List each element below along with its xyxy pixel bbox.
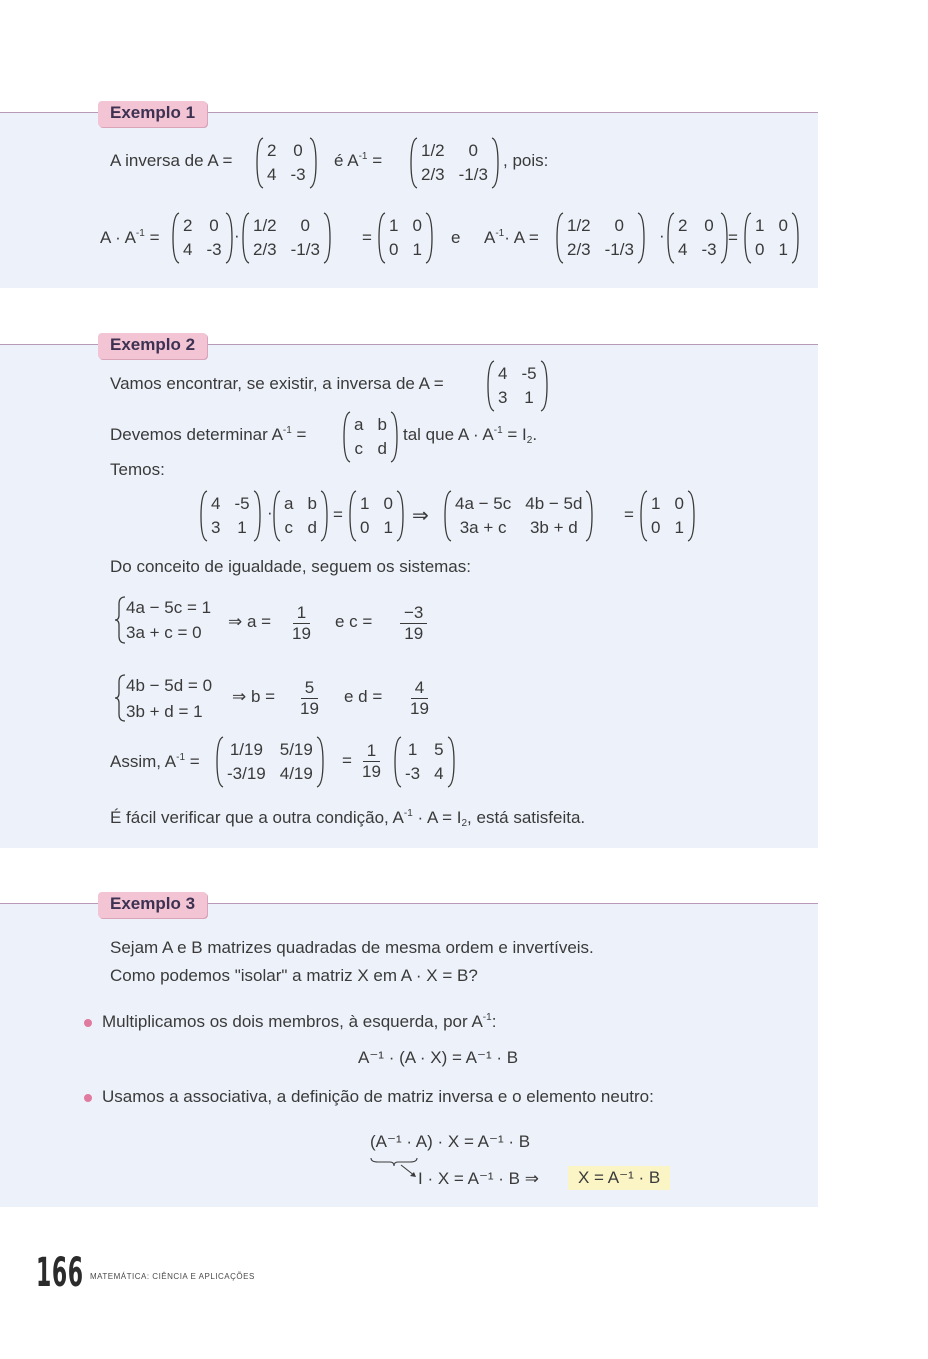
book-title: MATEMÁTICA: CIÊNCIA E APLICAÇÕES	[90, 1272, 255, 1281]
ex2-matrix-A	[487, 360, 548, 412]
matrix-entry: 1	[237, 518, 247, 537]
matrix-left-paren	[744, 212, 752, 264]
matrix-left-paren	[444, 490, 452, 542]
matrix-entry: 0	[412, 216, 422, 235]
matrix-entry: 1	[778, 240, 788, 259]
ex1-matrix-A	[256, 137, 317, 189]
ex2-sys2-d-frac: $\frac{4}{19}$	[410, 678, 429, 718]
page-number: 166	[36, 1250, 84, 1296]
ex1-product-Ainv	[242, 212, 331, 264]
matrix-entry: 3	[211, 518, 221, 537]
ex2-assim-eq: =	[342, 751, 352, 770]
matrix-entry: d	[307, 518, 317, 537]
matrix-entry: 3b + d	[529, 518, 578, 537]
matrix-entry: 0	[614, 216, 625, 235]
matrix-entry: 2	[267, 141, 277, 160]
ex1-eq-1: =	[362, 228, 372, 247]
ex2-eq-dot: ·	[267, 503, 273, 522]
matrix-right-paren	[390, 411, 398, 463]
matrix-right-paren	[396, 490, 404, 542]
ex1-product2-Ainv	[556, 212, 645, 264]
matrix-entry: 1	[755, 216, 765, 235]
matrix-entry: 0	[360, 518, 370, 537]
matrix-left-paren	[256, 137, 264, 189]
ex1-product2-A	[667, 212, 728, 264]
matrix-entry: 2	[678, 216, 688, 235]
matrix-right-paren	[447, 736, 455, 788]
matrix-left-paren	[556, 212, 564, 264]
ex2-sys2-b: ⇒ b =	[232, 687, 276, 706]
matrix-entry: 4	[434, 764, 444, 783]
matrix-entry: 3	[498, 388, 508, 407]
matrix-entry: b	[377, 415, 387, 434]
ex2-sys1-row2: 3a + c = 0	[126, 623, 202, 642]
ex2-igualdade: Do conceito de igualdade, seguem os sistemas:	[110, 557, 471, 576]
ex3-bullet-1-text: Multiplicamos os dois membros, à esquerda, por $A^{-1}$:	[102, 1012, 497, 1031]
ex2-sys1-a: ⇒ a =	[228, 612, 272, 631]
matrix-entry: 1/2	[421, 141, 445, 160]
ex1-product-A	[172, 212, 233, 264]
matrix-entry: 1/2	[253, 216, 277, 235]
ex2-matrix-X	[343, 411, 398, 463]
matrix-right-paren	[225, 212, 233, 264]
matrix-cells	[281, 490, 320, 542]
matrix-entry: 1	[360, 494, 370, 513]
ex1-eq-2: =	[728, 228, 738, 247]
matrix-right-paren	[540, 360, 548, 412]
matrix-entry: -3	[290, 165, 306, 184]
matrix-entry: 5	[434, 740, 444, 759]
matrix-entry: 0	[674, 494, 684, 513]
matrix-entry: 1	[412, 240, 422, 259]
example-3-tag: Exemplo 3	[98, 892, 207, 918]
matrix-entry: 0	[755, 240, 765, 259]
matrix-right-paren	[320, 490, 328, 542]
ex3-bullet-2-text: Usamos a associativa, a definição de matriz inversa e o elemento neutro:	[102, 1087, 654, 1106]
ex2-assim-Aint	[394, 736, 455, 788]
matrix-entry: a	[284, 494, 294, 513]
ex3-result-highlight: X = A⁻¹ · B	[568, 1166, 670, 1190]
matrix-left-paren	[200, 490, 208, 542]
ex3-line2: Como podemos "isolar" a matriz X em A · X = B?	[110, 966, 478, 985]
matrix-left-paren	[242, 212, 250, 264]
ex3-bullet-2-icon	[84, 1094, 92, 1102]
example-2-tag: Exemplo 2	[98, 333, 207, 359]
matrix-entry: -5	[521, 364, 537, 383]
ex2-assim-factor: $\frac{1}{19}$	[362, 741, 381, 781]
matrix-right-paren	[309, 137, 317, 189]
matrix-entry: 1	[389, 216, 399, 235]
matrix-entry: -3/19	[227, 764, 266, 783]
ex2-assim: Assim, $A^{-1}$ =	[110, 752, 200, 771]
matrix-entry: -3	[701, 240, 717, 259]
matrix-entry: 1/19	[229, 740, 263, 759]
matrix-entry: 4	[678, 240, 688, 259]
ex2-sys2-row2: 3b + d = 1	[126, 702, 203, 721]
ex1-product-left-label: $A \cdot A^{-1}$ =	[100, 228, 160, 247]
ex2-line1-text: Vamos encontrar, se existir, a inversa de A =	[110, 374, 444, 393]
ex2-sys2-brace	[114, 674, 126, 727]
ex3-bullet-1-eq: A⁻¹ · (A · X) = A⁻¹ · B	[358, 1048, 519, 1067]
matrix-cells	[386, 212, 425, 264]
ex2-sys2-row1: 4b − 5d = 0	[126, 676, 213, 695]
ex3-step-1: (A⁻¹ · A) · X = A⁻¹ · B	[370, 1132, 531, 1151]
matrix-entry: a	[354, 415, 364, 434]
ex2-line2-text: Devemos determinar $A^{-1}$ =	[110, 425, 307, 444]
matrix-entry: -1/3	[458, 165, 488, 184]
matrix-entry: 0	[383, 494, 393, 513]
matrix-entry: 4a − 5c	[455, 494, 512, 513]
matrix-right-paren	[323, 212, 331, 264]
matrix-entry: 4/19	[279, 764, 313, 783]
matrix-entry: -5	[234, 494, 250, 513]
matrix-cells	[752, 212, 791, 264]
matrix-left-paren	[172, 212, 180, 264]
matrix-entry: 2/3	[421, 165, 445, 184]
ex2-sys1-a-frac: $\frac{1}{19}$	[292, 603, 311, 643]
ex2-eq-identity-2	[640, 490, 695, 542]
matrix-cells	[224, 736, 316, 788]
matrix-entry: 2/3	[253, 240, 277, 259]
ex1-identity-1	[378, 212, 433, 264]
matrix-entry: 1	[651, 494, 661, 513]
matrix-cells	[402, 736, 447, 788]
ex3-step-2: I · X = A⁻¹ · B ⇒	[418, 1169, 539, 1188]
matrix-entry: -3	[405, 764, 421, 783]
matrix-left-paren	[394, 736, 402, 788]
ex2-eq-matrix-X	[273, 490, 328, 542]
matrix-entry: 3a + c	[459, 518, 507, 537]
matrix-left-paren	[640, 490, 648, 542]
ex2-sys1-row1: 4a − 5c = 1	[126, 598, 212, 617]
matrix-entry: 4b − 5d	[525, 494, 583, 513]
matrix-entry: 1	[383, 518, 393, 537]
ex1-dot-2: ·	[659, 226, 665, 245]
ex2-final: É fácil verificar que a outra condição, $A^{-1} \cdot A = I_2$, está satisfeita.	[110, 808, 586, 829]
ex2-implies: ⇒	[412, 505, 429, 527]
matrix-right-paren	[791, 212, 799, 264]
matrix-right-paren	[425, 212, 433, 264]
matrix-cells	[357, 490, 396, 542]
matrix-cells	[250, 212, 323, 264]
matrix-entry: d	[377, 439, 387, 458]
matrix-right-paren	[687, 490, 695, 542]
ex2-eq-sign-2: =	[624, 505, 634, 524]
matrix-right-paren	[720, 212, 728, 264]
ex1-line1-end: , pois:	[503, 151, 549, 170]
ex2-sys1-brace	[114, 596, 126, 649]
ex3-bullet-1-icon	[84, 1019, 92, 1027]
matrix-cells	[564, 212, 637, 264]
matrix-right-paren	[637, 212, 645, 264]
ex2-temos: Temos:	[110, 460, 165, 479]
ex1-dot-1: ·	[234, 226, 240, 245]
matrix-left-paren	[410, 137, 418, 189]
matrix-entry: b	[307, 494, 317, 513]
ex1-identity-2	[744, 212, 799, 264]
matrix-cells	[264, 137, 309, 189]
matrix-entry: 0	[651, 518, 661, 537]
matrix-left-paren	[273, 490, 281, 542]
matrix-entry: 1/2	[567, 216, 591, 235]
matrix-entry: 0	[704, 216, 714, 235]
matrix-cells	[351, 411, 390, 463]
matrix-entry: -1/3	[290, 240, 320, 259]
matrix-entry: 0	[468, 141, 479, 160]
ex2-assim-Ainv	[216, 736, 324, 788]
matrix-entry: 0	[209, 216, 219, 235]
matrix-entry: c	[284, 518, 293, 537]
matrix-cells	[452, 490, 585, 542]
ex2-sys1-c-frac: $\frac{-3}{19}$	[400, 603, 427, 644]
matrix-left-paren	[343, 411, 351, 463]
matrix-entry: 0	[293, 141, 303, 160]
ex1-matrix-Ainv	[410, 137, 499, 189]
matrix-cells	[418, 137, 491, 189]
matrix-entry: 5/19	[279, 740, 313, 759]
ex2-eq-sign-1: =	[333, 505, 343, 524]
matrix-entry: 0	[778, 216, 788, 235]
matrix-cells	[648, 490, 687, 542]
matrix-entry: 2	[183, 216, 193, 235]
matrix-entry: 4	[498, 364, 508, 383]
matrix-right-paren	[316, 736, 324, 788]
ex2-sys2-b-frac: $\frac{5}{19}$	[300, 678, 319, 718]
ex2-sys1-c: e c =	[335, 612, 373, 631]
matrix-left-paren	[378, 212, 386, 264]
ex2-line2-tail: tal que $A \cdot A^{-1} = I_2$.	[403, 425, 538, 446]
matrix-entry: c	[354, 439, 363, 458]
matrix-cells	[495, 360, 540, 412]
matrix-entry: 1	[674, 518, 684, 537]
matrix-entry: 2/3	[567, 240, 591, 259]
matrix-entry: 1	[524, 388, 534, 407]
matrix-entry: 0	[300, 216, 311, 235]
ex3-line1: Sejam A e B matrizes quadradas de mesma ordem e invertíveis.	[110, 938, 594, 957]
ex2-eq-product	[444, 490, 593, 542]
ex1-e: e	[451, 228, 461, 247]
ex2-eq-matrix-A	[200, 490, 261, 542]
matrix-left-paren	[487, 360, 495, 412]
matrix-left-paren	[667, 212, 675, 264]
matrix-entry: 4	[267, 165, 277, 184]
matrix-right-paren	[253, 490, 261, 542]
ex1-line1-text: A inversa de A =	[110, 151, 233, 170]
matrix-entry: 1	[407, 740, 418, 759]
matrix-right-paren	[491, 137, 499, 189]
ex1-line1-mid: é $A^{-1}$ =	[334, 151, 383, 170]
matrix-entry: 4	[211, 494, 221, 513]
matrix-right-paren	[585, 490, 593, 542]
matrix-cells	[180, 212, 225, 264]
matrix-entry: 4	[183, 240, 193, 259]
matrix-entry: 0	[389, 240, 399, 259]
matrix-left-paren	[216, 736, 224, 788]
ex1-product-right-label: $A^{-1}\cdot A$ =	[484, 228, 539, 247]
ex3-pointer-arrow-icon	[400, 1164, 420, 1185]
example-1-tag: Exemplo 1	[98, 101, 207, 127]
matrix-entry: -3	[206, 240, 222, 259]
matrix-cells	[208, 490, 253, 542]
matrix-entry: -1/3	[604, 240, 634, 259]
ex2-eq-identity-1	[349, 490, 404, 542]
ex2-sys2-d: e d =	[344, 687, 383, 706]
matrix-left-paren	[349, 490, 357, 542]
matrix-cells	[675, 212, 720, 264]
